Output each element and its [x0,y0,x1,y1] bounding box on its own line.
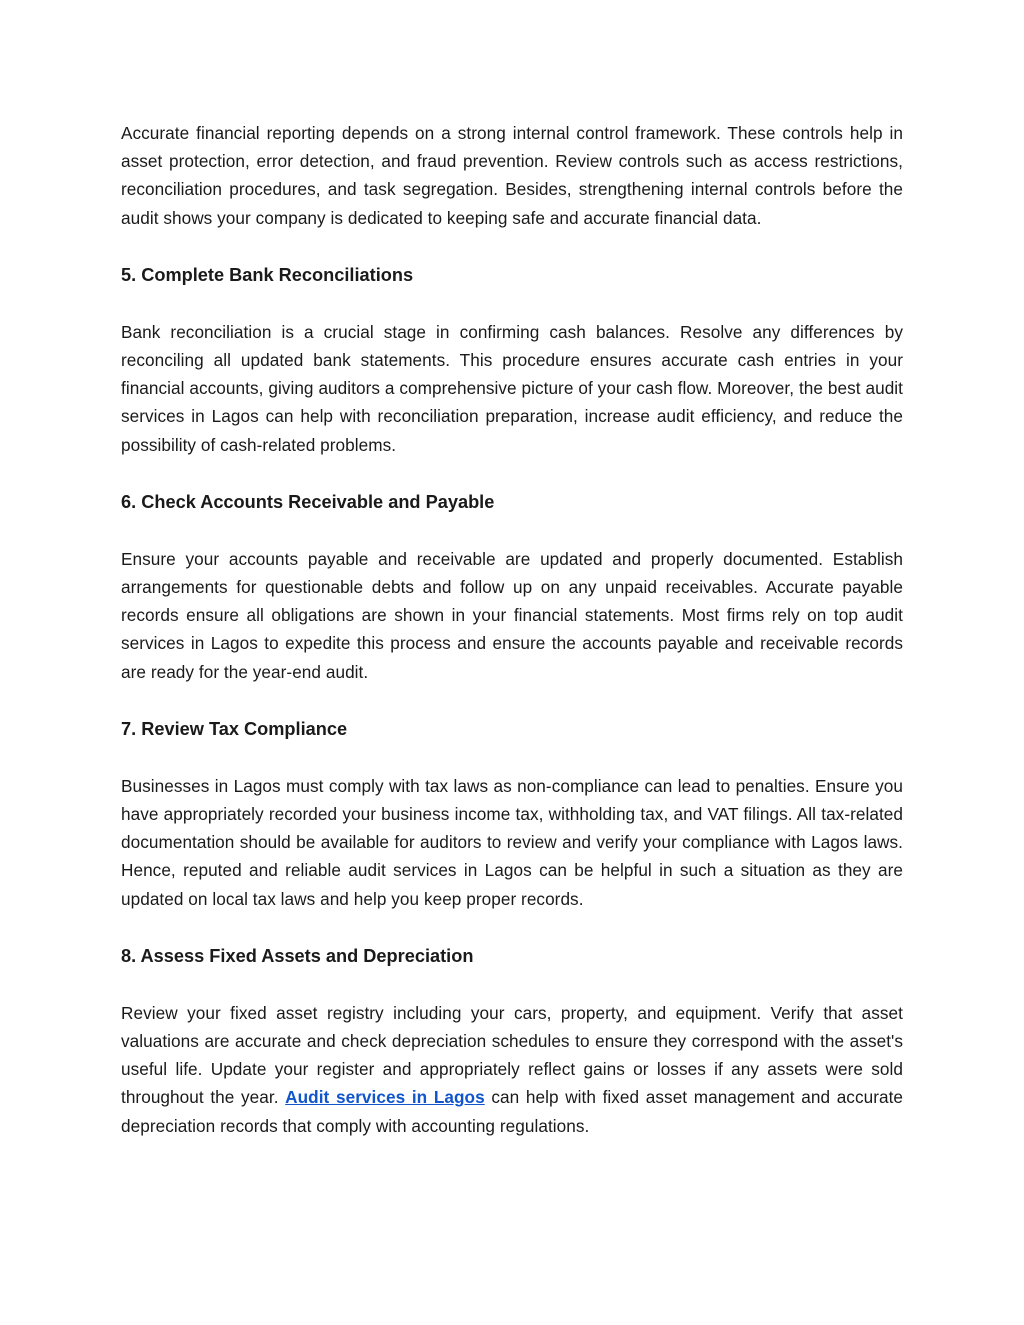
section-heading-tax-compliance: 7. Review Tax Compliance [121,718,348,739]
section-heading-fixed-assets: 8. Assess Fixed Assets and Depreciation [121,945,474,966]
section-body-tax-compliance: Businesses in Lagos must comply with tax laws as non-compliance can lead to penalties. Ensure you have appropriately recorded your business income tax, withholding tax, and VAT filings. All tax-related documentation should be available for auditors to review and verify your compliance with Lagos laws. Hence, reputed and reliable audit services in Lagos can be helpful in such a situation as they are updated on local tax laws and help you keep proper records. [121,775,903,909]
document-page [121,119,903,1140]
fixed-assets-text-after-link: can help with fixed asset management and accurate depreciation records that comply with accounting regulations. [121,1087,904,1136]
fixed-assets-text-before-link: Review your fixed asset registry including your cars, property, and equipment. Verify that asset valuations are accurate and check depreciation schedules to ensure they correspond with the asset's useful life. Update your register and appropriately reflect gains or losses if any assets were sold throughout the year. [121,1002,903,1108]
audit-services-link[interactable]: Audit services in Lagos [285,1087,485,1108]
section-heading-bank-reconciliations: 5. Complete Bank Reconciliations [121,264,414,285]
section-body-bank-reconciliations: Bank reconciliation is a crucial stage in confirming cash balances. Resolve any differences by reconciling all updated bank statements. This procedure ensures accurate cash entries in your financial accounts, giving auditors a comprehensive picture of your cash flow. Moreover, the best audit services in Lagos can help with reconciliation preparation, increase audit efficiency, and reduce the possibility of cash-related problems. [121,321,903,455]
section-body-fixed-assets [121,999,903,1140]
intro-paragraph: Accurate financial reporting depends on a strong internal control framework. These controls help in asset protection, error detection, and fraud prevention. Review controls such as access restrictions, reconciliation procedures, and task segregation. Besides, strengthening internal controls before the audit shows your company is dedicated to keeping safe and accurate financial data. [121,123,903,228]
section-body-accounts-receivable-payable: Ensure your accounts payable and receivable are updated and properly documented. Establish arrangements for questionable debts and follow up on any unpaid receivables. Accurate payable records ensure all obligations are shown in your financial statements. Most firms rely on top audit services in Lagos to expedite this process and ensure the accounts payable and receivable records are ready for the year-end audit. [121,548,903,682]
section-heading-accounts-receivable-payable: 6. Check Accounts Receivable and Payable [121,491,495,512]
